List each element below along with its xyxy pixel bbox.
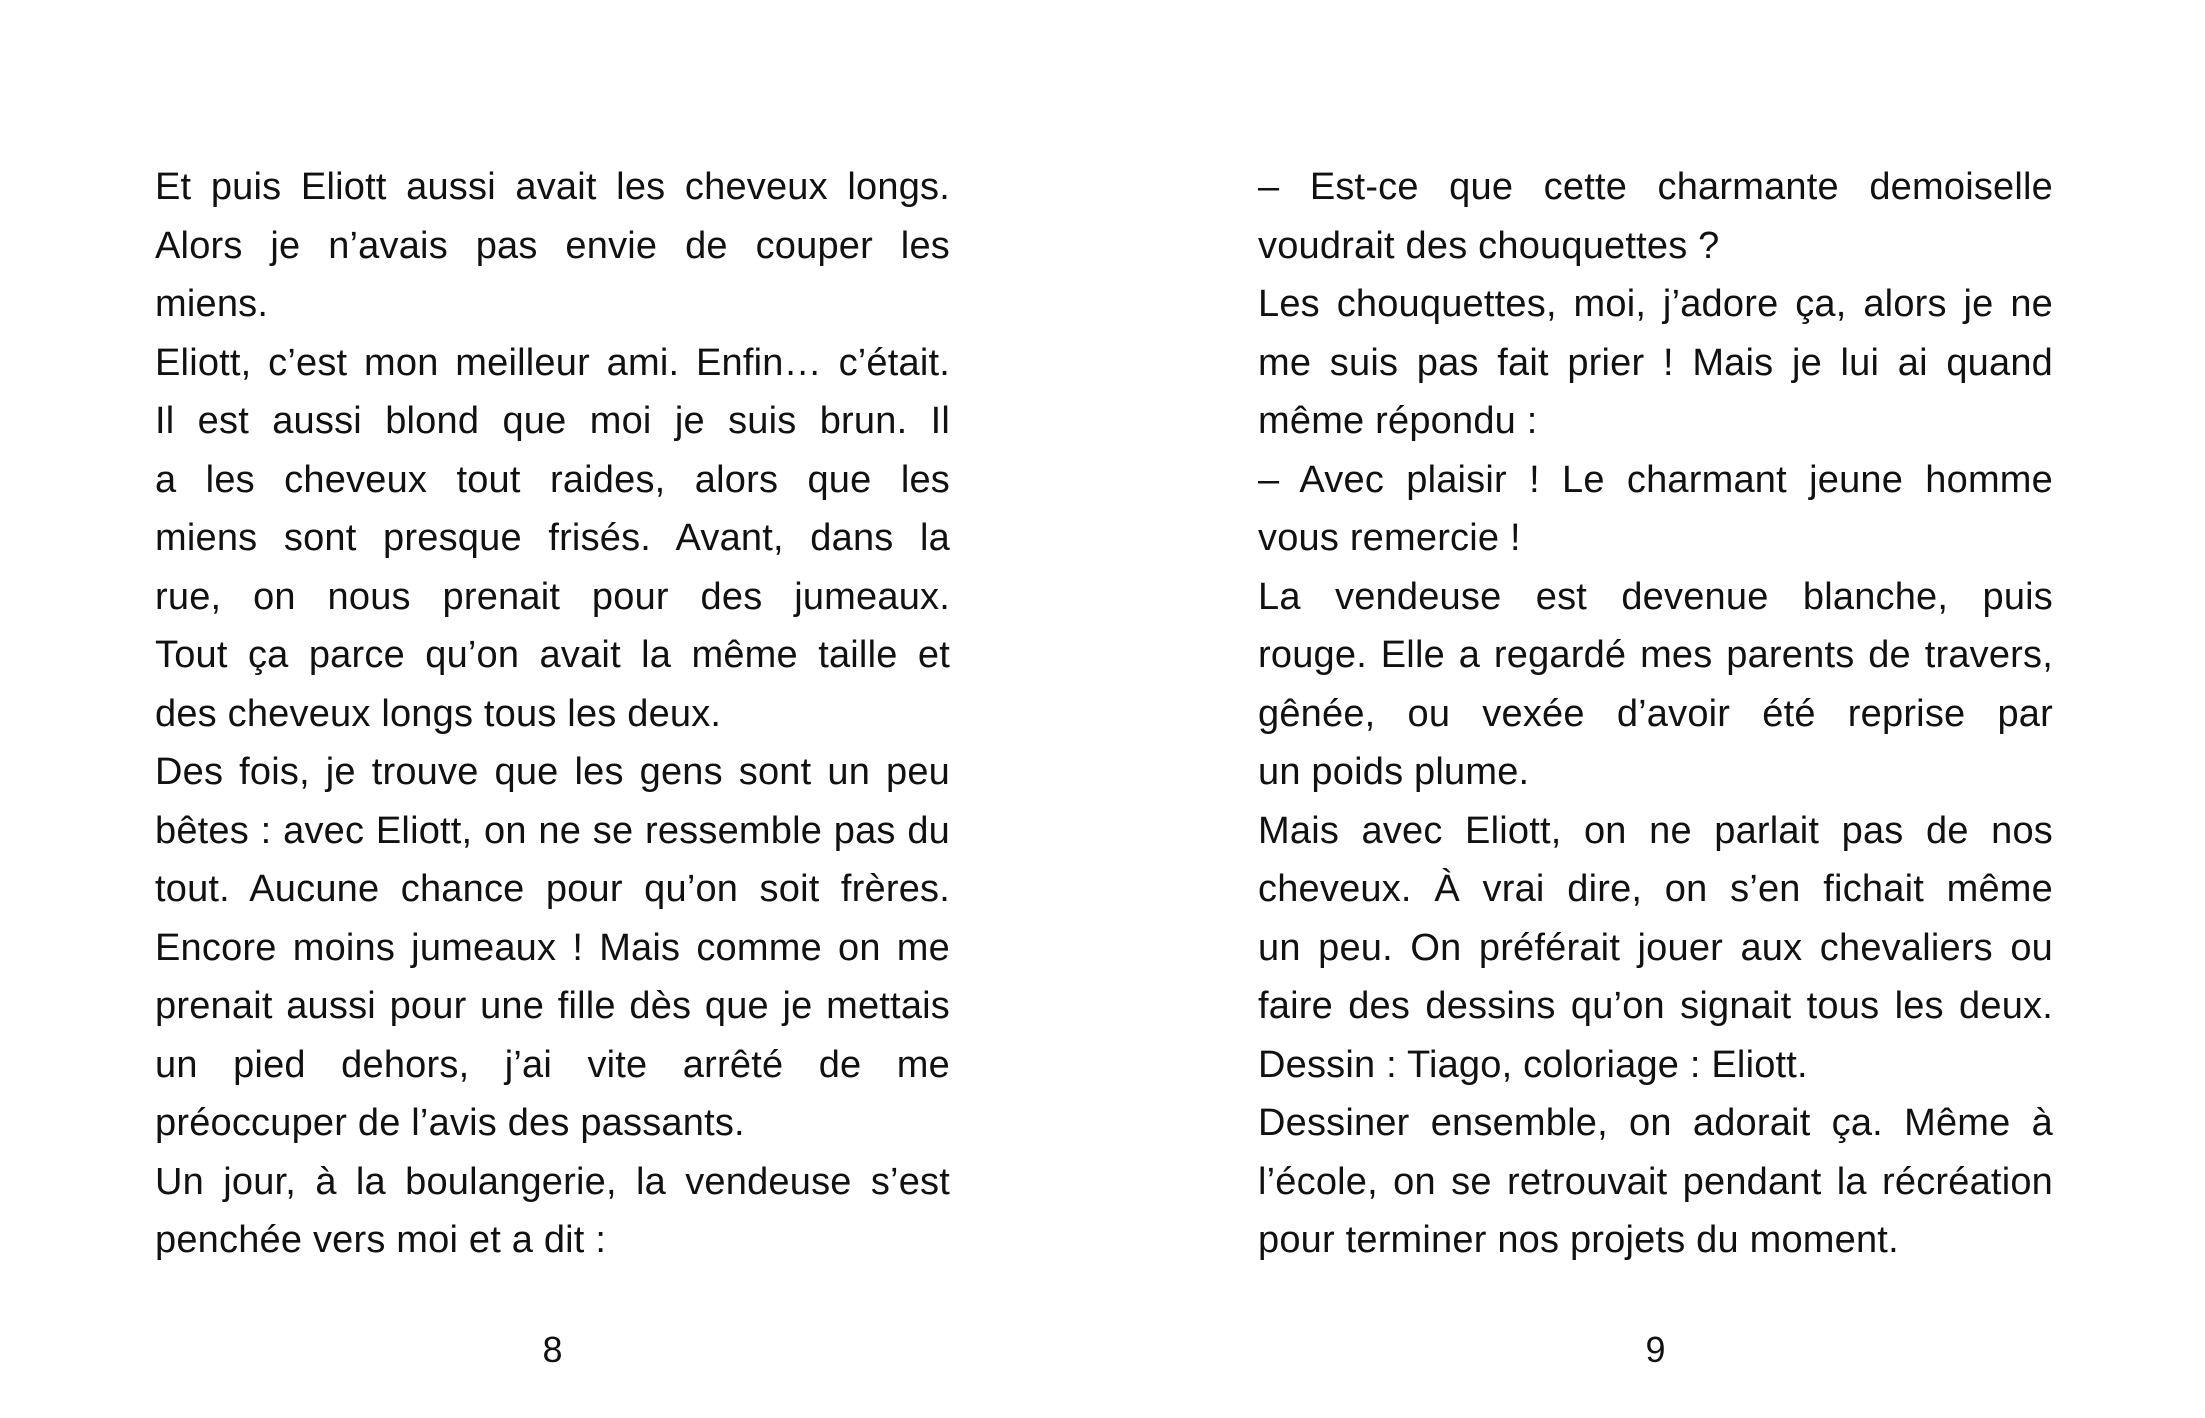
text-line: préoccuper de l’avis des passants. bbox=[155, 1102, 745, 1144]
left-page-text bbox=[155, 158, 950, 1270]
left-page-number: 8 bbox=[542, 1329, 563, 1370]
text-line: Alors je n’avais pas envie de couper les bbox=[155, 224, 950, 267]
text-line: Un jour, à la boulangerie, la vendeuse s’est bbox=[155, 1160, 950, 1203]
text-line: même répondu : bbox=[1258, 400, 1538, 442]
text-line: Encore moins jumeaux ! Mais comme on me bbox=[155, 926, 950, 969]
right-page-number: 9 bbox=[1645, 1329, 1666, 1370]
text-line: miens. bbox=[155, 283, 269, 325]
text-line: un poids plume. bbox=[1258, 751, 1530, 793]
text-line: La vendeuse est devenue blanche, puis bbox=[1258, 575, 2053, 618]
text-line: Tout ça parce qu’on avait la même taille et bbox=[155, 634, 950, 676]
text-line: Des fois, je trouve que les gens sont un peu bbox=[155, 751, 950, 793]
text-line: Dessiner ensemble, on adorait ça. Même à bbox=[1258, 1102, 2053, 1144]
text-line: l’école, on se retrouvait pendant la récréation bbox=[1258, 1160, 2053, 1203]
text-line: prenait aussi pour une fille dès que je mettais bbox=[155, 985, 950, 1027]
text-line: vous remercie ! bbox=[1258, 517, 1521, 559]
text-line: Et puis Eliott aussi avait les cheveux longs. bbox=[155, 166, 950, 208]
text-line: cheveux. À vrai dire, on s’en fichait même bbox=[1258, 868, 2053, 910]
text-line: rouge. Elle a regardé mes parents de travers, bbox=[1258, 634, 2053, 676]
text-line: gênée, ou vexée d’avoir été reprise par bbox=[1258, 692, 2053, 735]
text-line: miens sont presque frisés. Avant, dans la bbox=[155, 517, 950, 559]
right-page bbox=[1103, 0, 2205, 1418]
text-line: bêtes : avec Eliott, on ne se ressemble pas du bbox=[155, 809, 950, 852]
text-line: me suis pas fait prier ! Mais je lui ai quand bbox=[1258, 341, 2053, 384]
text-line: des cheveux longs tous les deux. bbox=[155, 692, 722, 735]
text-line: Les chouquettes, moi, j’adore ça, alors je ne bbox=[1258, 283, 2053, 325]
text-line: un peu. On préférait jouer aux chevaliers ou bbox=[1258, 926, 2053, 969]
text-line: Mais avec Eliott, on ne parlait pas de nos bbox=[1258, 809, 2053, 852]
text-line: – Est-ce que cette charmante demoiselle bbox=[1258, 166, 2053, 208]
text-line: penchée vers moi et a dit : bbox=[155, 1219, 607, 1261]
text-line: a les cheveux tout raides, alors que les bbox=[155, 458, 950, 501]
right-page-text bbox=[1258, 158, 2053, 1270]
text-line: Eliott, c’est mon meilleur ami. Enfin… c’était. bbox=[155, 341, 950, 384]
text-line: faire des dessins qu’on signait tous les deux. bbox=[1258, 985, 2053, 1027]
text-line: un pied dehors, j’ai vite arrêté de me bbox=[155, 1043, 950, 1086]
text-line: Dessin : Tiago, coloriage : Eliott. bbox=[1258, 1043, 1808, 1086]
text-line: pour terminer nos projets du moment. bbox=[1258, 1219, 1899, 1261]
text-line: tout. Aucune chance pour qu’on soit frères. bbox=[155, 868, 950, 910]
left-page bbox=[0, 0, 1102, 1418]
text-line: Il est aussi blond que moi je suis brun. Il bbox=[155, 400, 950, 442]
text-line: voudrait des chouquettes ? bbox=[1258, 224, 1720, 267]
text-line: – Avec plaisir ! Le charmant jeune homme bbox=[1258, 458, 2053, 501]
text-line: rue, on nous prenait pour des jumeaux. bbox=[155, 575, 950, 618]
